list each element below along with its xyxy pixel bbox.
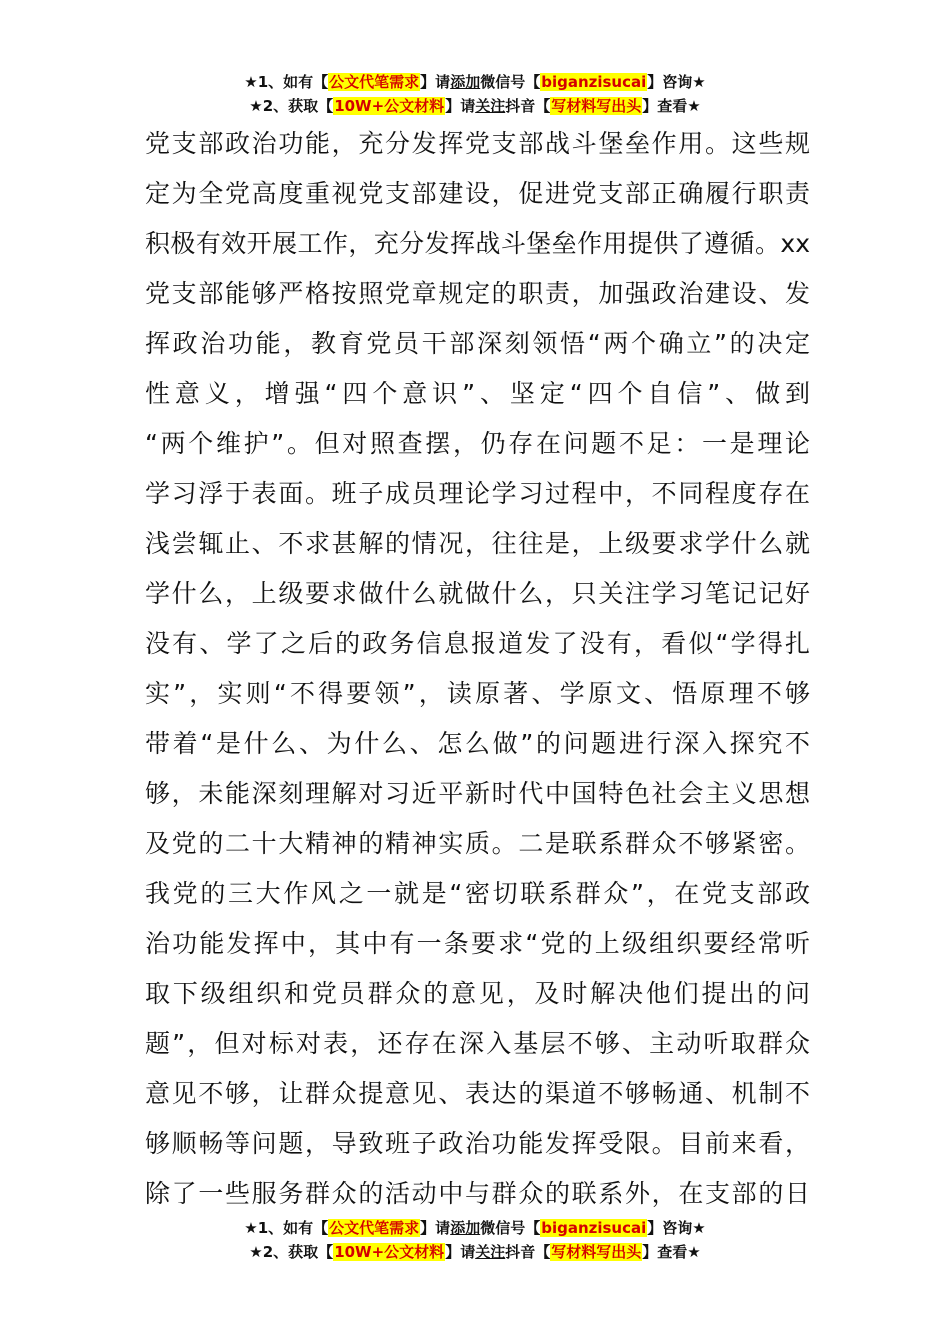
- banner-highlight: 公文代笔需求: [329, 1219, 420, 1237]
- body-line: 积极有效开展工作，充分发挥战斗堡垒作用提供了遵循。xx: [145, 229, 810, 258]
- banner-text: 】咨询★: [647, 73, 706, 91]
- body-line: 治功能发挥中，其中有一条要求“党的上级组织要经常听: [145, 929, 810, 958]
- body-line: 党支部政治功能，充分发挥党支部战斗堡垒作用。这些规: [145, 129, 810, 158]
- header-banner: [0, 70, 950, 118]
- banner-emphasis: 添加: [450, 73, 481, 91]
- banner-highlight: 公文代笔需求: [329, 73, 420, 91]
- body-line: 取下级组织和党员群众的意见，及时解决他们提出的问: [145, 979, 810, 1008]
- banner-emphasis: 关注: [475, 97, 506, 115]
- body-line: 题”，但对标对表，还存在深入基层不够、主动听取群众: [145, 1029, 810, 1058]
- banner-emphasis: 关注: [475, 1243, 506, 1261]
- body-line: 定为全党高度重视党支部建设，促进党支部正确履行职责: [145, 179, 810, 208]
- banner-text: 抖音【: [505, 97, 551, 115]
- banner-text: 微信号【: [480, 1219, 541, 1237]
- banner-highlight: 写材料写出头: [551, 1243, 642, 1261]
- body-line: 性意义，增强“四个意识”、坚定“四个自信”、做到: [145, 379, 810, 408]
- body-line: 带着“是什么、为什么、怎么做”的问题进行深入探究不: [145, 729, 810, 758]
- body-line: 学习浮于表面。班子成员理论学习过程中，不同程度存在: [145, 479, 810, 508]
- banner-line-1: [0, 70, 950, 94]
- body-line: 够，未能深刻理解对习近平新时代中国特色社会主义思想: [145, 779, 810, 808]
- body-line: 够顺畅等问题，导致班子政治功能发挥受限。目前来看，: [145, 1129, 810, 1158]
- document-body: [145, 119, 810, 1219]
- body-line: 没有、学了之后的政务信息报道发了没有，看似“学得扎: [145, 629, 810, 658]
- body-line: 党支部能够严格按照党章规定的职责，加强政治建设、发: [145, 279, 810, 308]
- banner-highlight: 10W+公文材料: [334, 97, 445, 115]
- footer-banner: [0, 1216, 950, 1264]
- banner-text: ★1、如有【: [244, 1219, 329, 1237]
- body-line: 浅尝辄止、不求甚解的情况，往往是，上级要求学什么就: [145, 529, 810, 558]
- banner-text: ★2、获取【: [249, 97, 334, 115]
- body-line: 实”，实则“不得要领”，读原著、学原文、悟原理不够: [145, 679, 810, 708]
- banner-highlight: biganzisucai: [541, 1219, 647, 1237]
- banner-text: 】请: [445, 97, 476, 115]
- body-line: “两个维护”。但对照查摆，仍存在问题不足：一是理论: [145, 429, 810, 458]
- body-line: 及党的二十大精神的精神实质。二是联系群众不够紧密。: [145, 829, 810, 858]
- banner-text: 抖音【: [505, 1243, 551, 1261]
- banner-text: 】咨询★: [647, 1219, 706, 1237]
- banner-text: 】查看★: [642, 1243, 701, 1261]
- banner-line-1: [0, 1216, 950, 1240]
- body-line: 除了一些服务群众的活动中与群众的联系外，在支部的日: [145, 1179, 810, 1208]
- banner-line-2: [0, 1240, 950, 1264]
- banner-text: 微信号【: [480, 73, 541, 91]
- banner-text: 】请: [445, 1243, 476, 1261]
- banner-text: ★1、如有【: [244, 73, 329, 91]
- banner-text: 】请: [420, 1219, 451, 1237]
- banner-highlight: 写材料写出头: [551, 97, 642, 115]
- body-line: 意见不够，让群众提意见、表达的渠道不够畅通、机制不: [145, 1079, 810, 1108]
- banner-line-2: [0, 94, 950, 118]
- banner-text: 】查看★: [642, 97, 701, 115]
- banner-text: ★2、获取【: [249, 1243, 334, 1261]
- banner-emphasis: 添加: [450, 1219, 481, 1237]
- body-line: 挥政治功能，教育党员干部深刻领悟“两个确立”的决定: [145, 329, 810, 358]
- banner-text: 】请: [420, 73, 451, 91]
- banner-highlight: biganzisucai: [541, 73, 647, 91]
- body-line: 我党的三大作风之一就是“密切联系群众”，在党支部政: [145, 879, 810, 908]
- body-line: 学什么，上级要求做什么就做什么，只关注学习笔记记好: [145, 579, 810, 608]
- banner-highlight: 10W+公文材料: [334, 1243, 445, 1261]
